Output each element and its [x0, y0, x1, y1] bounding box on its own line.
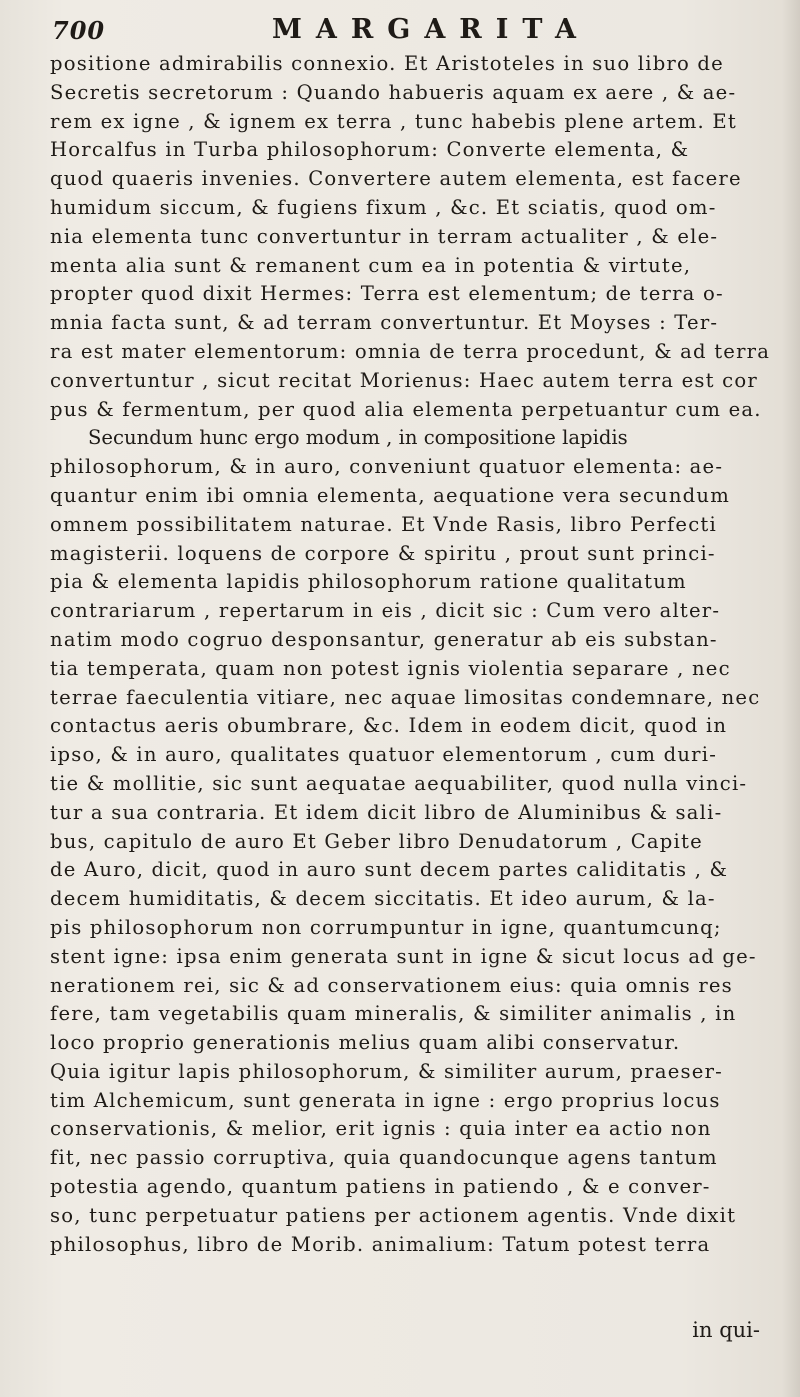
text-line: magisterii. loquens de corpore & spiritu , prout sunt princi- — [50, 541, 716, 565]
text-line: mnia facta sunt, & ad terram convertuntur. Et Moyses : Ter- — [50, 311, 719, 335]
catchword: in qui- — [692, 1318, 760, 1342]
text-line: menta alia sunt & remanent cum ea in potentia & virtute, — [50, 253, 692, 277]
text-line: decem humiditatis, & decem siccitatis. Et ideo aurum, & la- — [50, 887, 716, 911]
text-line: positione admirabilis connexio. Et Aristoteles in suo libro de — [50, 52, 724, 75]
body-text — [50, 50, 790, 1259]
text-line: natim modo cogruo desponsantur, generatur ab eis substan- — [50, 627, 718, 651]
text-line: pia & elementa lapidis philosophorum ratione qualitatum — [50, 570, 687, 594]
text-line: tie & mollitie, sic sunt aequatae aequabiliter, quod nulla vinci- — [50, 771, 748, 795]
text-line: philosophus, libro de Morib. animalium: Tatum potest terra — [50, 1232, 711, 1256]
text-line: propter quod dixit Hermes: Terra est elementum; de terra o- — [50, 282, 724, 306]
text-line: tur a sua contraria. Et idem dicit libro de Aluminibus & sali- — [50, 800, 723, 824]
text-line: so, tunc perpetuatur patiens per actionem agentis. Vnde dixit — [50, 1203, 737, 1227]
text-line: Horcalfus in Turba philosophorum: Converte elementa, & — [50, 138, 690, 162]
text-line: humidum siccum, & fugiens fixum , &c. Et sciatis, quod om- — [50, 195, 717, 219]
text-line: convertuntur , sicut recitat Morienus: Haec autem terra est cor — [50, 368, 758, 392]
text-line: ra est mater elementorum: omnia de terra procedunt, & ad terra — [50, 339, 771, 363]
page-header — [52, 14, 770, 44]
text-line: Secundum hunc ergo modum , in compositione lapidis — [88, 426, 628, 450]
text-line: nerationem rei, sic & ad conservationem eius: quia omnis res — [50, 973, 733, 997]
text-line: tim Alchemicum, sunt generata in igne : ergo proprius locus — [50, 1088, 721, 1112]
text-line: quod quaeris invenies. Convertere autem elementa, est facere — [50, 167, 742, 191]
text-line: fere, tam vegetabilis quam mineralis, & similiter animalis , in — [50, 1002, 737, 1026]
running-title: MARGARITA — [272, 14, 590, 45]
text-line: quantur enim ibi omnia elementa, aequatione vera secundum — [50, 483, 731, 507]
text-line: stent igne: ipsa enim generata sunt in igne & sicut locus ad ge- — [50, 944, 757, 968]
text-line: pis philosophorum non corrumpuntur in igne, quantumcunq; — [50, 915, 722, 939]
text-line: contactus aeris obumbrare, &c. Idem in eodem dicit, quod in — [50, 714, 728, 738]
text-line: contrariarum , repertarum in eis , dicit sic : Cum vero alter- — [50, 599, 721, 623]
text-line: nia elementa tunc convertuntur in terram actualiter , & ele- — [50, 224, 719, 248]
text-line: bus, capitulo de auro Et Geber libro Denudatorum , Capite — [50, 829, 703, 853]
page-number: 700 — [52, 16, 106, 45]
text-line: pus & fermentum, per quod alia elementa perpetuantur cum ea. — [50, 397, 762, 421]
text-line: Secretis secretorum : Quando habueris aquam ex aere , & ae- — [50, 80, 737, 104]
text-line: terrae faeculentia vitiare, nec aquae limositas condemnare, nec — [50, 685, 761, 709]
text-line: potestia agendo, quantum patiens in patiendo , & e conver- — [50, 1175, 711, 1199]
text-line: omnem possibilitatem naturae. Et Vnde Rasis, libro Perfecti — [50, 512, 717, 536]
text-line: de Auro, dicit, quod in auro sunt decem partes caliditatis , & — [50, 858, 729, 882]
text-line: philosophorum, & in auro, conveniunt quatuor elementa: ae- — [50, 455, 724, 479]
text-line: fit, nec passio corruptiva, quia quandocunque agens tantum — [50, 1146, 718, 1170]
text-line: Quia igitur lapis philosophorum, & similiter aurum, praeser- — [50, 1059, 723, 1083]
text-line: rem ex igne , & ignem ex terra , tunc habebis plene artem. Et — [50, 109, 737, 133]
text-line: ipso, & in auro, qualitates quatuor elementorum , cum duri- — [50, 743, 718, 767]
text-line: loco proprio generationis melius quam alibi conservatur. — [50, 1031, 681, 1055]
text-line: tia temperata, quam non potest ignis violentia separare , nec — [50, 656, 731, 680]
text-line: conservationis, & melior, erit ignis : quia inter ea actio non — [50, 1117, 712, 1141]
